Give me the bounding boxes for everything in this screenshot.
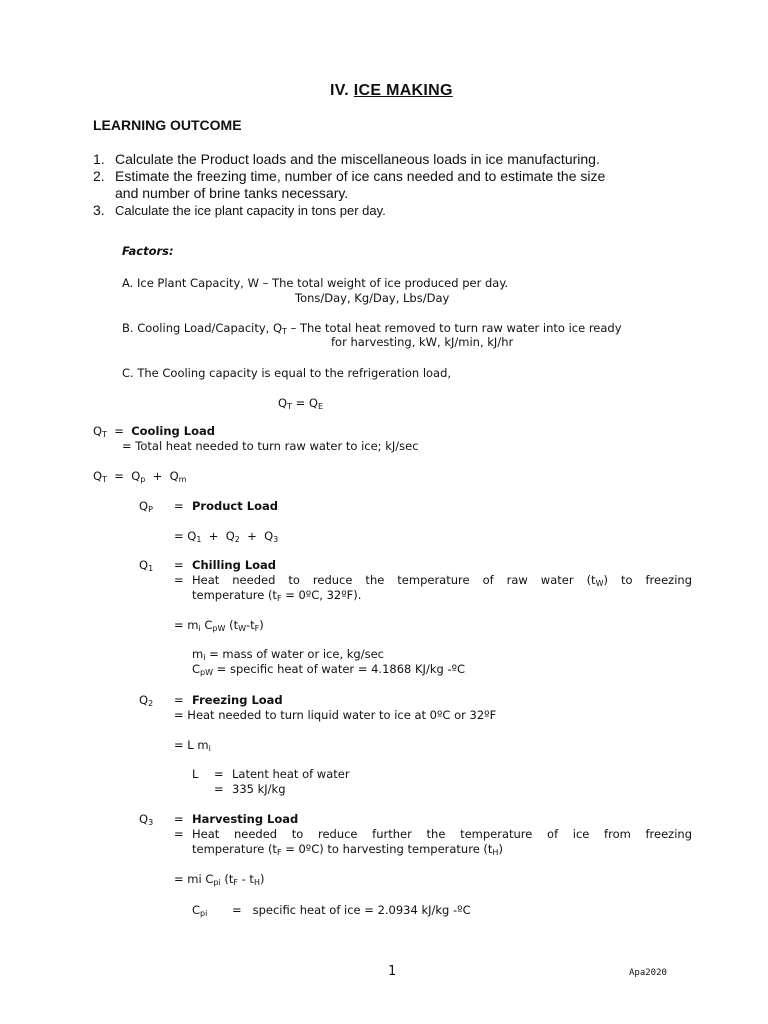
chilling-load-description-cont	[192, 588, 361, 606]
m-sub: i	[203, 653, 206, 662]
factor-b-pre: B. Cooling Load/Capacity, Q	[122, 321, 283, 335]
q-sub-p: p	[140, 475, 146, 484]
objective-number: 2.	[93, 168, 105, 184]
harvesting-load-description: Heat needed to reduce further the temperature of ice from freezing	[192, 827, 692, 841]
cpw-definition	[192, 662, 465, 680]
q1-symbol	[139, 558, 153, 576]
q-sub: T	[102, 430, 107, 439]
desc-text: temperature (t	[192, 588, 277, 602]
equals-sign: =	[174, 573, 184, 587]
q2-symbol	[139, 693, 153, 711]
q-symbol: Q	[93, 424, 103, 438]
f-part: -t	[246, 618, 255, 632]
m-symbol: m	[192, 647, 204, 661]
latent-heat-label: Latent heat of water	[232, 767, 350, 781]
objective-number: 3.	[93, 202, 105, 218]
q-symbol: Q	[139, 558, 149, 572]
factor-a-units: Tons/Day, Kg/Day, Lbs/Day	[295, 291, 450, 305]
q-sub: P	[148, 505, 153, 514]
chilling-load-label: Chilling Load	[192, 558, 277, 572]
q-sub: 3	[148, 818, 154, 827]
factor-c-text: C. The Cooling capacity is equal to the refrigeration load,	[122, 366, 452, 380]
equals: =	[106, 424, 132, 438]
objective-number: 1.	[93, 151, 105, 167]
freezing-load-description: = Heat needed to turn liquid water to ice at 0ºC or 32ºF	[174, 708, 497, 722]
equals-sign: =	[174, 499, 184, 513]
f-sub: F	[254, 624, 260, 633]
footer-author: Apa2020	[629, 968, 667, 978]
c-sub: pW	[200, 668, 214, 677]
f-part: )	[259, 618, 264, 632]
factor-c-equation	[278, 396, 323, 414]
f-sub: W	[238, 624, 246, 633]
f-part: = mi C	[174, 872, 214, 886]
objective-text: Calculate the ice plant capacity in tons per day.	[115, 203, 386, 218]
desc-end: )	[498, 842, 503, 856]
eq-sub-e: E	[317, 402, 324, 411]
q-symbol: Q	[139, 499, 149, 513]
f-part: = L m	[174, 738, 209, 752]
f-sub: i	[208, 744, 211, 753]
f-sub: pi	[213, 878, 221, 887]
q3-symbol	[139, 812, 153, 830]
freezing-load-label: Freezing Load	[192, 693, 283, 707]
plus-q: + Q	[145, 469, 179, 483]
desc-end: = 0ºC, 32ºF).	[281, 588, 362, 602]
harvesting-load-description-cont	[192, 842, 503, 860]
q-symbol: Q	[139, 693, 149, 707]
equals-sign: =	[174, 693, 184, 707]
cooling-load-label: Cooling Load	[131, 424, 215, 438]
equals-sign: =	[214, 767, 224, 781]
mi-text: = mass of water or ice, kg/sec	[205, 647, 384, 661]
cooling-load-description: = Total heat needed to turn raw water to ice; kJ/sec	[122, 439, 419, 453]
equals-sign: =	[174, 827, 184, 841]
c-symbol: C	[192, 903, 201, 917]
q-sub-1: 1	[196, 535, 202, 544]
equals-q: = Q	[174, 529, 197, 543]
f-sub: H	[253, 878, 260, 887]
product-load-sum	[174, 529, 278, 547]
desc-end: ) to freezing	[603, 573, 692, 587]
desc-sub-f: F	[276, 594, 282, 603]
title-prefix: IV.	[330, 82, 354, 99]
harvesting-load-formula	[174, 872, 264, 890]
factor-b-sub: T	[282, 327, 287, 336]
plus-q: + Q	[201, 529, 235, 543]
harvesting-load-label: Harvesting Load	[192, 812, 299, 826]
q-sub-m: m	[178, 475, 187, 484]
desc-sub-w: W	[595, 579, 604, 588]
factors-heading: Factors:	[122, 244, 174, 258]
factor-b-units: for harvesting, kW, kJ/min, kJ/hr	[331, 335, 514, 349]
q-sub: 1	[148, 564, 154, 573]
q-symbol: Q	[93, 469, 103, 483]
cpw-text: = specific heat of water = 4.1868 KJ/kg -ºC	[213, 662, 466, 676]
f-part: (t	[220, 872, 234, 886]
equals-sign: =	[214, 782, 224, 796]
freezing-load-formula	[174, 738, 211, 756]
cpi-symbol	[192, 903, 207, 921]
q-sub: T	[102, 475, 107, 484]
page-number: 1	[388, 964, 396, 979]
factor-b-post: – The total heat removed to turn raw water into ice ready	[286, 321, 622, 335]
f-part: (t	[225, 618, 239, 632]
desc-text: temperature (t	[192, 842, 277, 856]
l-symbol: L	[192, 767, 199, 781]
objective-text: Estimate the freezing time, number of ice cans needed and to estimate the size	[115, 168, 606, 184]
f-sub: pW	[212, 624, 226, 633]
q-sub: 2	[148, 699, 154, 708]
f-part: - t	[237, 872, 254, 886]
objective-text-cont: and number of brine tanks necessary.	[115, 185, 349, 201]
eq-q: Q	[278, 396, 288, 410]
factor-a-text: A. Ice Plant Capacity, W – The total weight of ice produced per day.	[122, 276, 509, 290]
desc-sub-f: F	[276, 848, 282, 857]
plus-q: + Q	[239, 529, 274, 543]
cpi-definition: = specific heat of ice = 2.0934 kJ/kg -ºC	[232, 903, 471, 917]
product-load-label: Product Load	[192, 499, 278, 513]
equals-sign: =	[174, 812, 184, 826]
f-part: C	[200, 618, 213, 632]
q-sub-2: 2	[234, 535, 240, 544]
cooling-load-sum	[93, 469, 186, 487]
learning-outcome-heading: LEARNING OUTCOME	[93, 117, 242, 133]
c-sub: pi	[200, 909, 208, 918]
f-sub: i	[198, 624, 201, 633]
q-sub-3: 3	[273, 535, 279, 544]
chilling-load-formula	[174, 618, 264, 636]
eq-equals: = Q	[291, 396, 318, 410]
q-symbol: Q	[139, 812, 149, 826]
c-symbol: C	[192, 662, 201, 676]
objective-text: Calculate the Product loads and the miscellaneous loads in ice manufacturing.	[115, 151, 600, 167]
desc-text: Heat needed to reduce the temperature of raw water (t	[192, 573, 596, 587]
equals-sign: =	[174, 558, 184, 572]
qp-symbol	[139, 499, 153, 517]
equals-q: = Q	[106, 469, 141, 483]
desc-sub-h: H	[492, 848, 499, 857]
f-part: = m	[174, 618, 199, 632]
title-main: ICE MAKING	[353, 82, 453, 99]
f-part: )	[259, 872, 265, 886]
eq-sub-t: T	[287, 402, 292, 411]
desc-mid: = 0ºC) to harvesting temperature (t	[281, 842, 493, 856]
f-sub: F	[233, 878, 238, 887]
page-title	[330, 82, 453, 100]
latent-heat-value: 335 kJ/kg	[232, 782, 286, 796]
